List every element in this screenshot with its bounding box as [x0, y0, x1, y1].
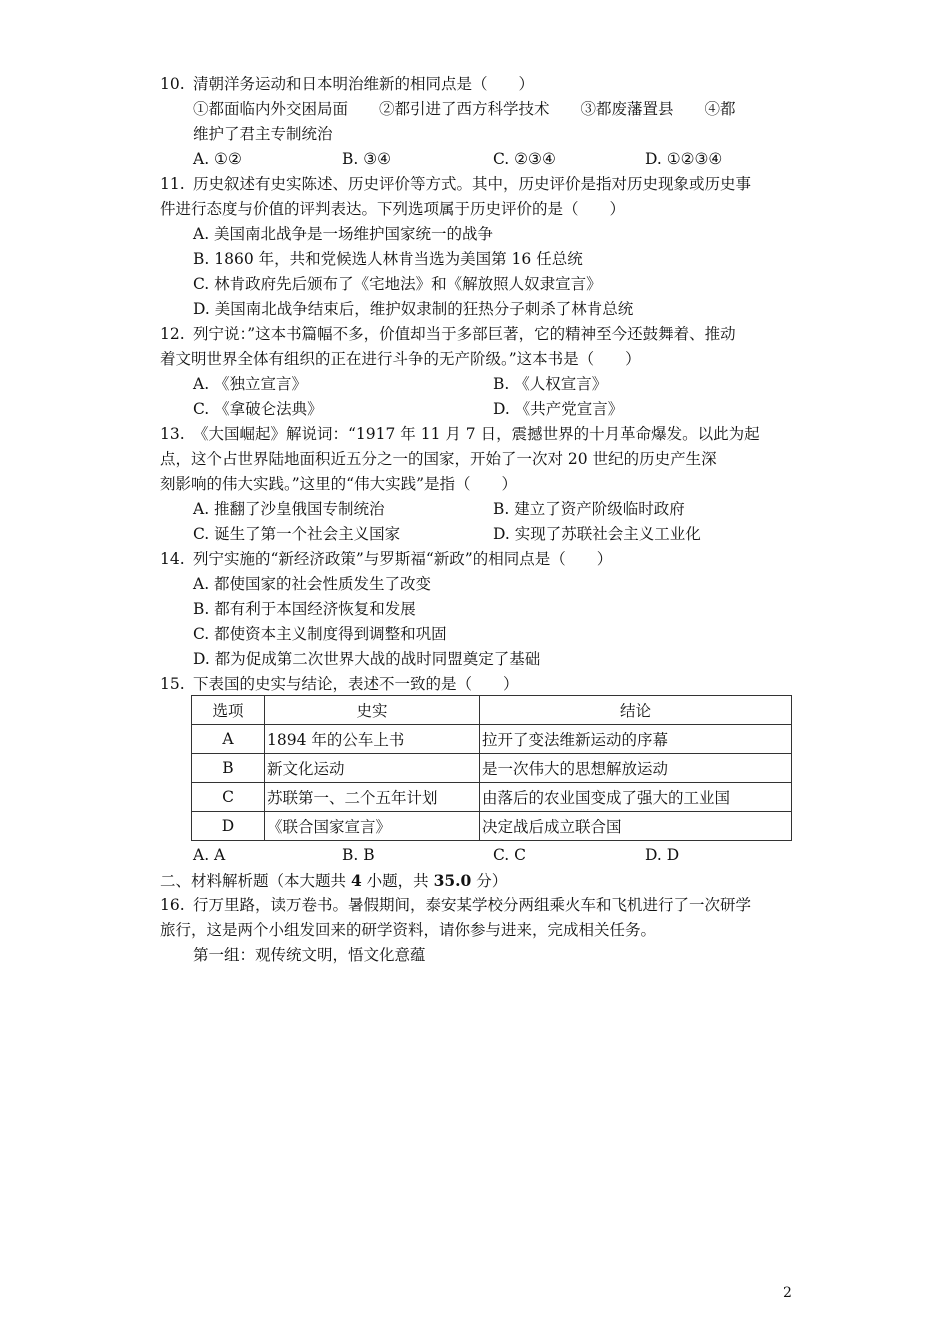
- table-cell: 决定战后成立联合国: [480, 812, 792, 841]
- question-stem-continued: 刻影响的伟大实践。”这里的“伟大实践”是指（ ）: [160, 475, 518, 493]
- question-stem: 《大国崛起》解说词：“1917 年 11 月 7 日，震撼世界的十月革命爆发。以此为起: [193, 425, 760, 443]
- option-d: D. 《共产党宣言》: [493, 400, 624, 418]
- option-b: B. 建立了资产阶级临时政府: [493, 500, 685, 518]
- options-row: [160, 843, 800, 868]
- table-cell: B: [192, 754, 265, 783]
- question-10: [160, 72, 800, 172]
- table-cell: D: [192, 812, 265, 841]
- header-option: 选项: [192, 696, 265, 725]
- option-d: D. ①②③④: [645, 150, 723, 168]
- option-b: B. 都有利于本国经济恢复和发展: [193, 600, 416, 618]
- header-fact: 史实: [265, 696, 480, 725]
- option-b: B. B: [342, 846, 375, 864]
- group-heading: 第一组：观传统文明，悟文化意蕴: [193, 946, 426, 964]
- question-15: [160, 672, 800, 697]
- option-d: D. 实现了苏联社会主义工业化: [493, 525, 701, 543]
- question-stem: 下表国的史实与结论，表述不一致的是（ ）: [193, 675, 519, 693]
- total-score: 35.0: [433, 871, 472, 890]
- page-number: 2: [783, 1285, 792, 1301]
- table-cell: 1894 年的公车上书: [265, 725, 480, 754]
- option-c: C. 诞生了第一个社会主义国家: [193, 525, 401, 543]
- option-a: A. 《独立宣言》: [193, 375, 308, 393]
- table-cell: 拉开了变法维新运动的序幕: [480, 725, 792, 754]
- table-header-row: [192, 696, 792, 725]
- option-b: B. ③④: [342, 150, 392, 168]
- options-row: [160, 372, 800, 397]
- table-cell: 由落后的农业国变成了强大的工业国: [480, 783, 792, 812]
- options-row: [160, 147, 800, 172]
- statements-line: 维护了君主专制统治: [193, 125, 333, 143]
- table-cell: A: [192, 725, 265, 754]
- question-number: 14.: [160, 550, 185, 568]
- table-cell: C: [192, 783, 265, 812]
- option-c: C. ②③④: [493, 150, 556, 168]
- option-a: A. 美国南北战争是一场维护国家统一的战争: [193, 225, 494, 243]
- question-stem-continued: 件进行态度与价值的评判表达。下列选项属于历史评价的是（ ）: [160, 200, 626, 218]
- section-heading: 二、材料解析题（本大题共 4 小题，共 35.0 分）: [160, 871, 508, 890]
- option-b: B. 1860 年，共和党候选人林肯当选为美国第 16 任总统: [193, 250, 583, 268]
- question-count: 4: [350, 871, 362, 890]
- question-stem: 行万里路，读万卷书。暑假期间，泰安某学校分两组乘火车和飞机进行了一次研学: [193, 896, 752, 914]
- table-cell: 《联合国家宣言》: [265, 812, 480, 841]
- option-c: C. 林肯政府先后颁布了《宅地法》和《解放照人奴隶宣言》: [193, 275, 602, 293]
- option-d: D. 美国南北战争结束后，维护奴隶制的狂热分子刺杀了林肯总统: [193, 300, 634, 318]
- options-row: [160, 497, 800, 522]
- table-row: [192, 783, 792, 812]
- option-d: D. 都为促成第二次世界大战的战时同盟奠定了基础: [193, 650, 541, 668]
- question-number: 10.: [160, 75, 185, 93]
- question-stem: 列宁说：”这本书篇幅不多，价值却当于多部巨著，它的精神至今还鼓舞着、推动: [193, 325, 736, 343]
- question-number: 13.: [160, 425, 185, 443]
- question-stem-continued: 旅行，这是两个小组发回来的研学资料，请你参与进来，完成相关任务。: [160, 921, 657, 939]
- question-stem-continued: 点，这个占世界陆地面积近五分之一的国家，开始了一次对 20 世纪的历史产生深: [160, 450, 717, 468]
- facts-table: [191, 695, 792, 841]
- table-cell: 苏联第一、二个五年计划: [265, 783, 480, 812]
- table-row: [192, 812, 792, 841]
- question-number: 11.: [160, 175, 185, 193]
- question-stem: 列宁实施的“新经济政策”与罗斯福“新政”的相同点是（ ）: [193, 550, 613, 568]
- option-a: A. ①②: [193, 150, 242, 168]
- question-15-options: [160, 843, 800, 868]
- question-13: [160, 422, 800, 547]
- option-c: C. C: [493, 846, 527, 864]
- question-number: 16.: [160, 896, 185, 914]
- question-number: 15.: [160, 675, 185, 693]
- option-b: B. 《人权宣言》: [493, 375, 608, 393]
- question-11: [160, 172, 800, 322]
- statements-line: ①都面临内外交困局面 ②都引进了西方科学技术 ③都废藩置县 ④都: [193, 100, 736, 118]
- options-row: [160, 397, 800, 422]
- table-cell: 新文化运动: [265, 754, 480, 783]
- question-number: 12.: [160, 325, 185, 343]
- option-a: A. 推翻了沙皇俄国专制统治: [193, 500, 385, 518]
- option-a: A. A: [193, 846, 226, 864]
- option-a: A. 都使国家的社会性质发生了改变: [193, 575, 432, 593]
- options-row: [160, 522, 800, 547]
- question-stem: 历史叙述有史实陈述、历史评价等方式。其中，历史评价是指对历史现象或历史事: [193, 175, 752, 193]
- option-c: C. 《拿破仑法典》: [193, 400, 323, 418]
- question-14: [160, 547, 800, 672]
- question-stem: 清朝洋务运动和日本明治维新的相同点是（ ）: [193, 75, 535, 93]
- question-12: [160, 322, 800, 422]
- option-c: C. 都使资本主义制度得到调整和巩固: [193, 625, 447, 643]
- question-16: [160, 893, 800, 968]
- table-cell: 是一次伟大的思想解放运动: [480, 754, 792, 783]
- header-conclusion: 结论: [480, 696, 792, 725]
- table-row: [192, 754, 792, 783]
- option-d: D. D: [645, 846, 680, 864]
- table-row: [192, 725, 792, 754]
- question-stem-continued: 着文明世界全体有组织的正在进行斗争的无产阶级。”这本书是（ ）: [160, 350, 641, 368]
